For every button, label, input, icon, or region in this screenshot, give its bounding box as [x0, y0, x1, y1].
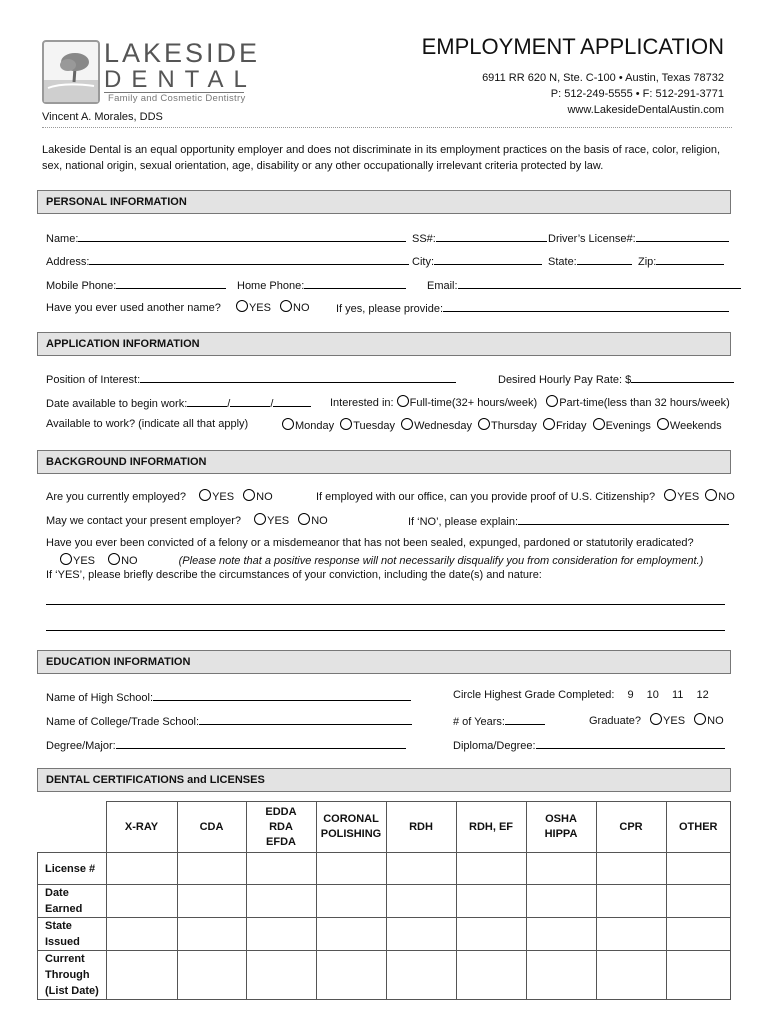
cell[interactable] [246, 885, 316, 918]
col-xray: X-RAY [106, 802, 177, 853]
state-field[interactable] [548, 253, 632, 268]
mobile-phone-label: Mobile Phone: [46, 280, 117, 292]
name-label: Name: [46, 233, 79, 245]
graduate-no-label: NO [707, 715, 724, 727]
col-cpr: CPR [596, 802, 666, 853]
diploma-field[interactable] [453, 737, 725, 752]
cell[interactable] [106, 918, 177, 951]
city-label: City: [412, 256, 434, 268]
zip-field[interactable] [638, 253, 724, 268]
wednesday-label: Wednesday [414, 420, 472, 432]
availability-label: Available to work? (indicate all that apply) [46, 418, 249, 430]
ss-label: SS#: [412, 233, 436, 245]
row-label-current-through: Current Through (List Date) [38, 951, 107, 1000]
cell[interactable] [246, 918, 316, 951]
graduate-no-radio[interactable] [694, 713, 706, 725]
table-row-current-through [38, 951, 731, 1000]
position-field[interactable] [46, 371, 456, 386]
cell[interactable] [386, 951, 456, 1000]
other-name-question [46, 300, 310, 314]
explain-label: If ‘NO’, please explain: [408, 516, 519, 528]
part-time-label: Part-time(less than 32 hours/week) [559, 397, 730, 409]
conviction-answer-line-2[interactable] [46, 630, 725, 631]
cell[interactable] [316, 918, 386, 951]
college-field[interactable] [46, 713, 412, 728]
cell[interactable] [526, 951, 596, 1000]
evenings-label: Evenings [605, 420, 651, 432]
row-label-date-earned: Date Earned [38, 885, 107, 918]
citizenship-yes-radio[interactable] [664, 489, 676, 501]
office-website[interactable]: www.LakesideDentalAustin.com [567, 104, 724, 116]
highest-grade-group [453, 689, 709, 701]
row-label-state-issued: State Issued [38, 918, 107, 951]
conviction-yes-label: YES [73, 555, 96, 567]
interested-in-group [330, 395, 730, 409]
currently-employed-question [46, 489, 273, 503]
employed-no-label: NO [256, 491, 273, 503]
explain-field[interactable] [408, 513, 729, 528]
full-time-label: Full-time(32+ hours/week) [409, 397, 538, 409]
citizenship-question [316, 489, 735, 503]
high-school-label: Name of High School: [46, 692, 153, 704]
pay-rate-field[interactable] [498, 371, 734, 386]
table-row-license [38, 853, 731, 885]
cell[interactable] [386, 885, 456, 918]
conviction-note: (Please note that a positive response will not necessarily disqualify you from consideration for employment.) [178, 555, 704, 567]
home-phone-field[interactable] [237, 277, 406, 292]
conviction-question: Have you ever been convicted of a felony or a misdemeanor that has not been sealed, expunged, pardoned or statutorily eradicated? [46, 537, 694, 549]
other-name-provide-field[interactable] [336, 300, 729, 315]
table-row-date-earned [38, 885, 731, 918]
grade-9[interactable]: 9 [627, 689, 634, 701]
weekends-radio[interactable] [657, 418, 669, 430]
cell[interactable] [177, 951, 246, 1000]
conviction-no-label: NO [121, 555, 138, 567]
wednesday-radio[interactable] [401, 418, 413, 430]
conviction-describe-label: If ‘YES’, please briefly describe the circumstances of your conviction, including the date(s) and nature: [46, 569, 542, 581]
cell[interactable] [177, 885, 246, 918]
section-education-information: EDUCATION INFORMATION [37, 650, 731, 674]
pay-rate-label: Desired Hourly Pay Rate: $ [498, 374, 632, 386]
date-available-field[interactable] [46, 395, 311, 410]
mobile-phone-field[interactable] [46, 277, 226, 292]
office-address: 6911 RR 620 N, Ste. C-100 • Austin, Texas 78732 [482, 72, 724, 84]
cell[interactable] [316, 853, 386, 885]
graduate-question [589, 713, 724, 727]
eeo-statement: Lakeside Dental is an equal opportunity employer and does not discriminate in its employment practices on the basis of race, color, religion, sex, national origin, sexual orientation, age, disability or any other occupationally irrelevant criteria protected by law. [42, 144, 721, 172]
col-cda: CDA [177, 802, 246, 853]
table-header-row [38, 802, 731, 853]
weekends-label: Weekends [669, 420, 722, 432]
tuesday-radio[interactable] [340, 418, 352, 430]
other-name-provide-label: If yes, please provide: [336, 303, 444, 315]
cell[interactable] [666, 951, 731, 1000]
col-osha-hippa: OSHA HIPPA [526, 802, 596, 853]
cell[interactable] [526, 885, 596, 918]
cell[interactable] [456, 853, 526, 885]
cell[interactable] [666, 853, 731, 885]
cell[interactable] [666, 918, 731, 951]
graduate-yes-radio[interactable] [650, 713, 662, 725]
conviction-no-radio[interactable] [108, 553, 120, 565]
email-label: Email: [427, 280, 458, 292]
certifications-table [37, 801, 731, 1000]
grade-12[interactable]: 12 [696, 689, 709, 701]
contact-employer-label: May we contact your present employer? [46, 515, 242, 527]
section-dental-certifications: DENTAL CERTIFICATIONS and LICENSES [37, 768, 731, 792]
cell[interactable] [177, 918, 246, 951]
cell[interactable] [526, 853, 596, 885]
cell[interactable] [596, 885, 666, 918]
other-name-yes-radio[interactable] [236, 300, 248, 312]
section-personal-information: PERSONAL INFORMATION [37, 190, 731, 214]
logo-text-dental: DENTAL [104, 66, 257, 93]
date-available-label: Date available to begin work: [46, 398, 188, 410]
employed-yes-radio[interactable] [199, 489, 211, 501]
cell[interactable] [106, 885, 177, 918]
cell[interactable] [246, 951, 316, 1000]
section-background-information: BACKGROUND INFORMATION [37, 450, 731, 474]
conviction-answer [60, 553, 703, 567]
cell[interactable] [316, 885, 386, 918]
date-slash-1: / [227, 398, 231, 410]
years-label: # of Years: [453, 716, 505, 728]
monday-radio[interactable] [282, 418, 294, 430]
grade-11[interactable]: 11 [671, 689, 684, 701]
full-time-radio[interactable] [397, 395, 409, 407]
cell[interactable] [106, 951, 177, 1000]
col-other: OTHER [666, 802, 731, 853]
contact-yes-label: YES [267, 515, 290, 527]
employed-no-radio[interactable] [243, 489, 255, 501]
college-label: Name of College/Trade School: [46, 716, 200, 728]
contact-yes-radio[interactable] [254, 513, 266, 525]
friday-label: Friday [555, 420, 587, 432]
other-name-label: Have you ever used another name? [46, 302, 221, 314]
high-school-field[interactable] [46, 689, 411, 704]
address-field[interactable] [46, 253, 409, 268]
other-name-no-label: NO [293, 302, 310, 314]
logo-tree-icon [42, 40, 100, 104]
currently-employed-label: Are you currently employed? [46, 491, 187, 503]
cell[interactable] [246, 853, 316, 885]
grade-10[interactable]: 10 [646, 689, 659, 701]
tuesday-label: Tuesday [353, 420, 395, 432]
availability-options [282, 418, 722, 432]
email-field[interactable] [427, 277, 741, 292]
date-slash-2: / [270, 398, 274, 410]
table-row-state-issued [38, 918, 731, 951]
col-coronal-polishing: CORONAL POLISHING [316, 802, 386, 853]
degree-major-field[interactable] [46, 737, 406, 752]
employed-yes-label: YES [212, 491, 235, 503]
drivers-license-label: Driver’s License#: [548, 233, 636, 245]
cell[interactable] [596, 853, 666, 885]
cell[interactable] [526, 918, 596, 951]
citizenship-no-radio[interactable] [705, 489, 717, 501]
citizenship-label: If employed with our office, can you provide proof of U.S. Citizenship? [316, 491, 656, 503]
ss-field[interactable] [412, 230, 547, 245]
other-name-no-radio[interactable] [280, 300, 292, 312]
cell[interactable] [386, 918, 456, 951]
cell[interactable] [456, 885, 526, 918]
other-name-yes-label: YES [248, 302, 271, 314]
header-divider [42, 127, 732, 128]
thursday-radio[interactable] [478, 418, 490, 430]
conviction-yes-radio[interactable] [60, 553, 72, 565]
cell[interactable] [456, 918, 526, 951]
evenings-radio[interactable] [593, 418, 605, 430]
monday-label: Monday [295, 420, 335, 432]
citizenship-no-label: NO [718, 491, 735, 503]
home-phone-label: Home Phone: [237, 280, 305, 292]
cell[interactable] [456, 951, 526, 1000]
city-field[interactable] [412, 253, 542, 268]
conviction-answer-line-1[interactable] [46, 604, 725, 605]
row-label-license: License # [38, 853, 107, 885]
doctor-name: Vincent A. Morales, DDS [42, 111, 163, 123]
friday-radio[interactable] [543, 418, 555, 430]
position-label: Position of Interest: [46, 374, 141, 386]
col-rdh: RDH [386, 802, 456, 853]
interested-in-label: Interested in: [330, 397, 394, 409]
cell[interactable] [666, 885, 731, 918]
table-corner [38, 802, 107, 853]
cell[interactable] [596, 951, 666, 1000]
cell[interactable] [106, 853, 177, 885]
section-application-information: APPLICATION INFORMATION [37, 332, 731, 356]
cell[interactable] [177, 853, 246, 885]
state-label: State: [548, 256, 577, 268]
part-time-radio[interactable] [546, 395, 558, 407]
contact-employer-question [46, 513, 328, 527]
contact-no-label: NO [311, 515, 328, 527]
logo-tagline: Family and Cosmetic Dentistry [108, 93, 246, 104]
zip-label: Zip: [638, 256, 657, 268]
thursday-label: Thursday [491, 420, 537, 432]
address-label: Address: [46, 256, 90, 268]
name-field[interactable] [46, 230, 406, 245]
graduate-label: Graduate? [589, 715, 641, 727]
diploma-label: Diploma/Degree: [453, 740, 536, 752]
logo-text-lakeside: LAKESIDE [104, 38, 261, 68]
highest-grade-label: Circle Highest Grade Completed: [453, 689, 615, 701]
contact-no-radio[interactable] [298, 513, 310, 525]
citizenship-yes-label: YES [677, 491, 700, 503]
cell[interactable] [596, 918, 666, 951]
graduate-yes-label: YES [663, 715, 686, 727]
years-field[interactable] [453, 713, 545, 728]
drivers-license-field[interactable] [548, 230, 729, 245]
cell[interactable] [386, 853, 456, 885]
cell[interactable] [316, 951, 386, 1000]
office-phones: P: 512-249-5555 • F: 512-291-3771 [550, 88, 724, 100]
col-rdh-ef: RDH, EF [456, 802, 526, 853]
col-edda-rda-efda: EDDA RDA EFDA [246, 802, 316, 853]
degree-major-label: Degree/Major: [46, 740, 116, 752]
page-title: EMPLOYMENT APPLICATION [421, 34, 724, 59]
